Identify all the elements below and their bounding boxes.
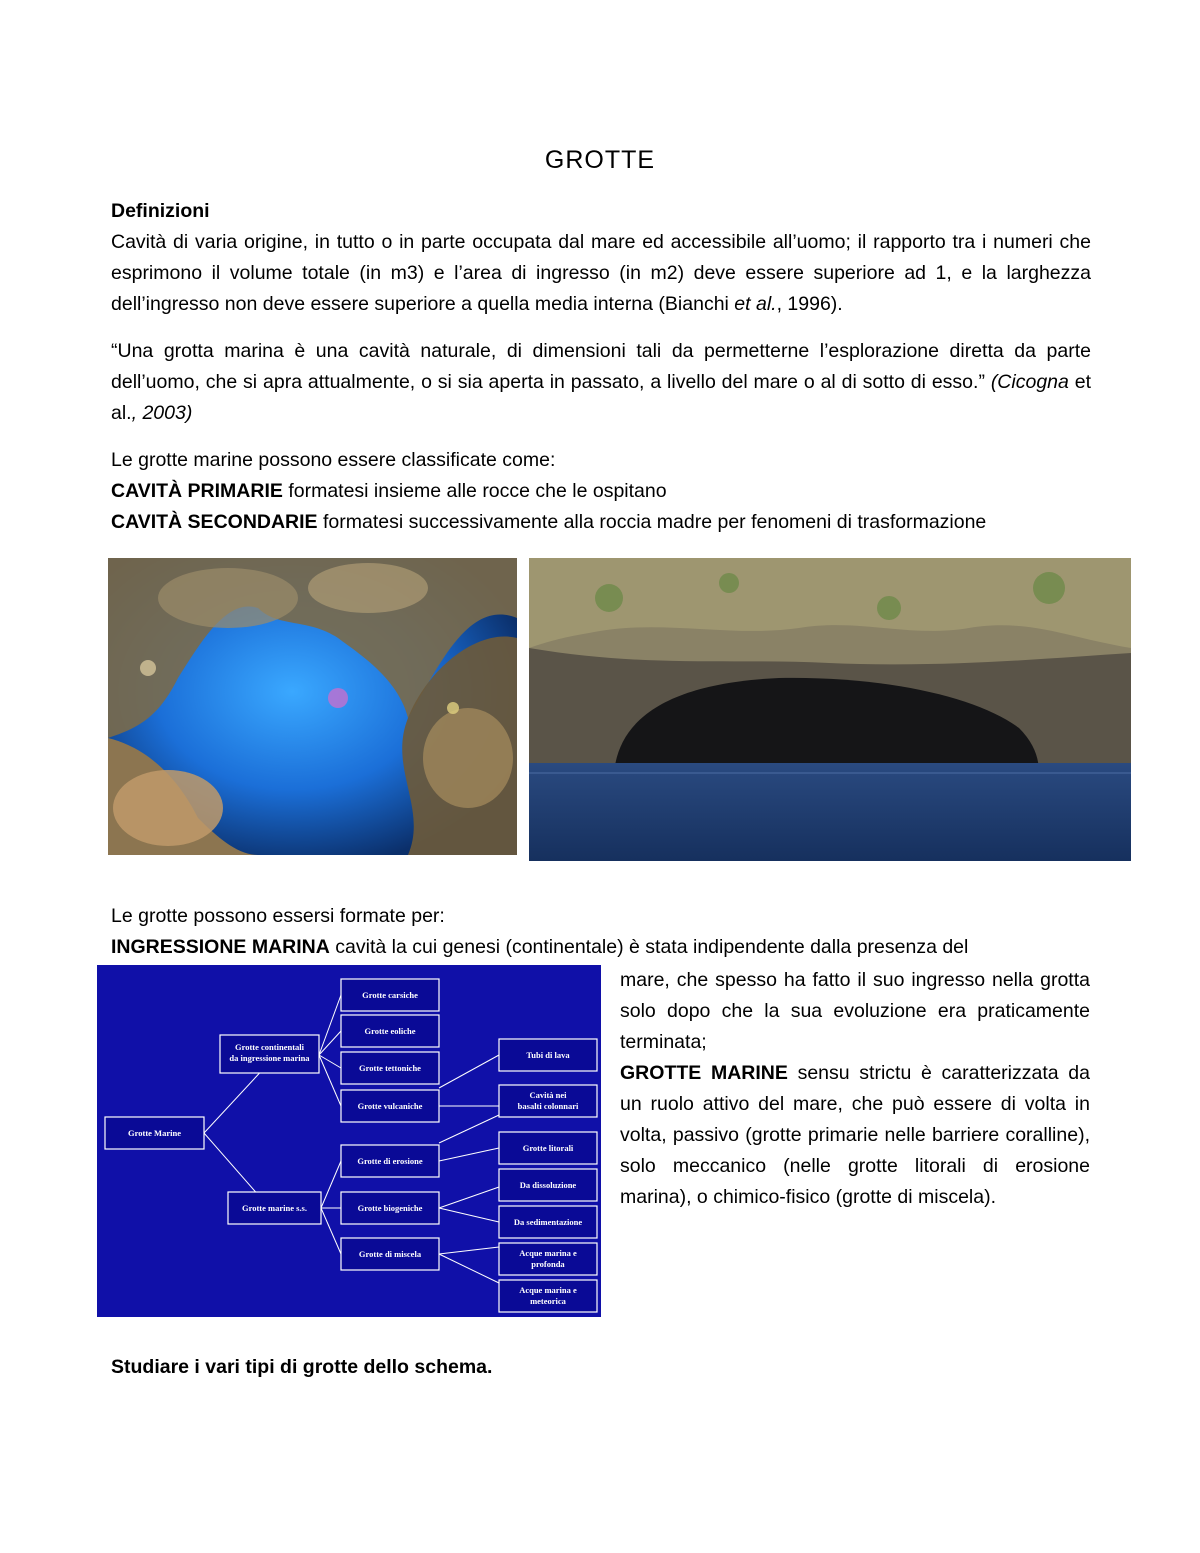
- svg-text:Da sedimentazione: Da sedimentazione: [513, 1217, 583, 1227]
- node-dissoluzione: [499, 1169, 597, 1201]
- quote-cite-author: (Cicogna: [990, 371, 1069, 393]
- svg-text:da ingressione marina: da ingressione marina: [229, 1053, 310, 1063]
- svg-text:Grotte Marine: Grotte Marine: [128, 1128, 181, 1138]
- node-grotte-continentali: [220, 1035, 319, 1073]
- definition-etal: et al.: [734, 293, 777, 315]
- svg-text:Cavità nei: Cavità nei: [529, 1090, 567, 1100]
- svg-text:Grotte eoliche: Grotte eoliche: [364, 1026, 416, 1036]
- formation-right-column: [620, 965, 1090, 1213]
- node-grotte-tettoniche: [341, 1052, 439, 1084]
- node-grotte-eoliche: [341, 1015, 439, 1047]
- quote-text: “Una grotta marina è una cavità naturale, di dimensioni tali da permetterne l’esplorazione diretta da parte dell’uomo, che si apra attualmente, o si sia aperta in passato, a livello del mare o al di sotto di esso.”: [111, 340, 1091, 393]
- underwater-cave-photo: [108, 558, 517, 855]
- coastal-cave-photo: [529, 558, 1131, 861]
- primary-text: formatesi insieme alle rocce che le ospitano: [282, 480, 667, 502]
- svg-text:Grotte carsiche: Grotte carsiche: [362, 990, 418, 1000]
- node-grotte-marine-ss: [228, 1192, 321, 1224]
- node-grotte-carsiche: [341, 979, 439, 1011]
- primary-cavities: [111, 476, 1091, 507]
- secondary-text: formatesi successivamente alla roccia madre per fenomeni di trasformazione: [317, 511, 987, 533]
- marine-caves-label: GROTTE MARINE: [620, 1062, 788, 1084]
- node-grotte-biogeniche: [341, 1192, 439, 1224]
- study-note: Studiare i vari tipi di grotte dello schema.: [111, 1356, 493, 1378]
- svg-text:Grotte marine s.s.: Grotte marine s.s.: [242, 1203, 307, 1213]
- svg-text:meteorica: meteorica: [530, 1296, 566, 1306]
- svg-text:Acque marina e: Acque marina e: [519, 1285, 577, 1295]
- quote-cite-year: , 2003): [131, 402, 193, 424]
- node-tubi-lava: [499, 1039, 597, 1071]
- svg-text:Grotte vulcaniche: Grotte vulcaniche: [357, 1101, 423, 1111]
- svg-text:Da dissoluzione: Da dissoluzione: [519, 1180, 577, 1190]
- node-grotte-litorali: [499, 1132, 597, 1164]
- definition-year: , 1996).: [776, 293, 843, 315]
- ingression-continued-text: mare, che spesso ha fatto il suo ingresso nella grotta solo dopo che la sua evoluzione era praticamente terminata;: [620, 969, 1090, 1053]
- node-acque-profonda: [499, 1243, 597, 1275]
- svg-text:Grotte biogeniche: Grotte biogeniche: [357, 1203, 423, 1213]
- svg-text:Grotte di miscela: Grotte di miscela: [358, 1249, 422, 1259]
- cave-classification-diagram: [97, 965, 601, 1317]
- quote-paragraph: [111, 336, 1091, 429]
- primary-label: CAVITÀ PRIMARIE: [111, 480, 283, 502]
- svg-text:Grotte di erosione: Grotte di erosione: [357, 1156, 423, 1166]
- ingression-label: INGRESSIONE MARINA: [111, 936, 330, 958]
- node-grotte-miscela: [341, 1238, 439, 1270]
- svg-text:Grotte continentali: Grotte continentali: [234, 1042, 305, 1052]
- node-grotte-vulcaniche: [341, 1090, 439, 1122]
- marine-caves-text: sensu strictu è caratterizzata da un ruolo attivo del mare, che può essere di volta in volta, passivo (grotte primarie nelle barriere coralline), solo meccanico (nelle grotte litorali di erosione marina), o chimico-fisico (grotte di miscela).: [620, 1062, 1090, 1208]
- node-sedimentazione: [499, 1206, 597, 1238]
- ingression-line: [111, 932, 1101, 963]
- definition-paragraph: [111, 227, 1091, 320]
- svg-text:Grotte tettoniche: Grotte tettoniche: [359, 1063, 421, 1073]
- formation-intro: Le grotte possono essersi formate per:: [111, 905, 445, 927]
- classification-intro: Le grotte marine possono essere classificate come:: [111, 449, 556, 471]
- quote-cite-etal: et al.: [111, 371, 1091, 424]
- definizioni-heading: Definizioni: [111, 200, 210, 222]
- svg-text:Acque marina e: Acque marina e: [519, 1248, 577, 1258]
- secondary-label: CAVITÀ SECONDARIE: [111, 511, 318, 533]
- svg-text:basalti colonnari: basalti colonnari: [517, 1101, 579, 1111]
- node-acque-meteorica: [499, 1280, 597, 1312]
- definition-text: Cavità di varia origine, in tutto o in parte occupata dal mare ed accessibile all’uomo; il rapporto tra i numeri che esprimono il volume totale (in m3) e l’area di ingresso (in m2) deve essere superiore ad 1, e la larghezza dell’ingresso non deve essere superiore a quella media interna (Bianchi: [111, 231, 1091, 315]
- secondary-cavities: [111, 507, 1111, 538]
- node-grotte-marine: [105, 1117, 204, 1149]
- ingression-text: cavità la cui genesi (continentale) è stata indipendente dalla presenza del: [329, 936, 969, 958]
- svg-text:Grotte litorali: Grotte litorali: [522, 1143, 574, 1153]
- node-basalti: [499, 1085, 597, 1117]
- svg-text:profonda: profonda: [531, 1259, 565, 1269]
- node-grotte-erosione: [341, 1145, 439, 1177]
- svg-text:Tubi di lava: Tubi di lava: [526, 1050, 570, 1060]
- page-title: GROTTE: [544, 146, 656, 174]
